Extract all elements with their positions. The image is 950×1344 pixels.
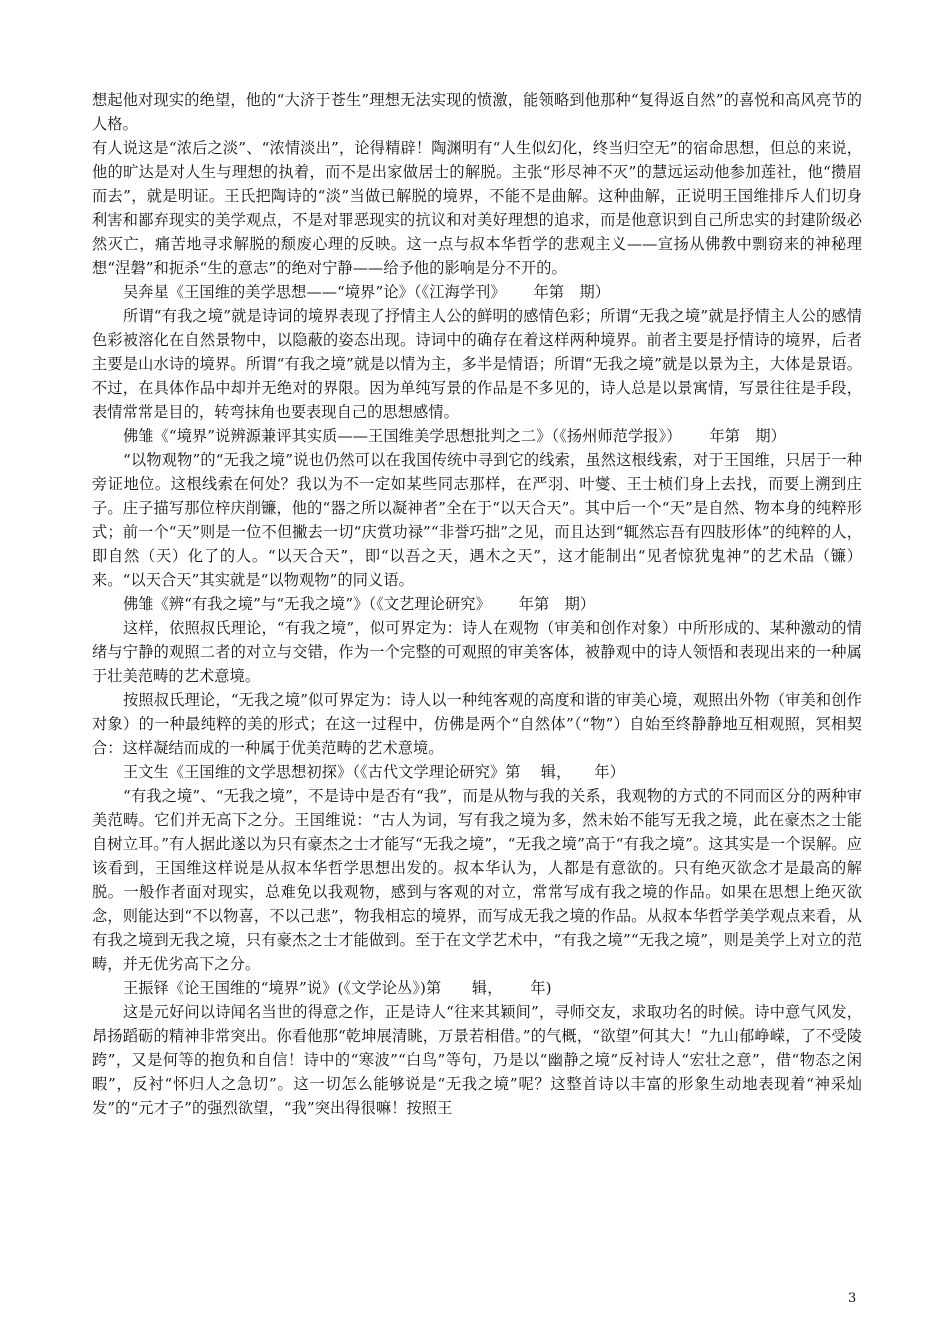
citation: 王文生《王国维的文学思想初探》（《古代文学理论研究》第 辑， 年）: [123, 763, 625, 781]
citation: 佛雏《辨“有我之境”与“无我之境”》（《文艺理论研究》 年第 期）: [123, 595, 596, 613]
paragraph: 有人说这是“浓后之淡”、“浓情淡出”，论得精辟！陶渊明有“人生似幻化，终当归空无”的宿命思想，但总的来说，他的旷达是对人生与理想的执着，而不是出家做居士的解脱。主张“形尽神不灭”的慧远运动他参加莲社，他“攒眉而去”，就是明证。王氏把陶诗的“淡”当做已解脱的境界，不能不是曲解。这种曲解，正说明王国维排斥人们切身利害和鄙弃现实的美学观点，不是对罪恶现实的抗议和对美好理想的追求，而是他意识到自己所忠实的封建阶级必然灭亡，痛苦地寻求解脱的颓废心理的反映。这一点与叔本华哲学的悲观主义——宣扬从佛教中剽窃来的神秘理想“涅磐”和扼杀“生的意志”的绝对宁静——给予他的影响是分不开的。: [92, 139, 862, 277]
citation: 佛雏《“境界”说辨源兼评其实质——王国维美学思想批判之二》（《扬州师范学报》） 年第 期）: [123, 427, 786, 445]
paragraph: “有我之境”、“无我之境”，不是诗中是否有“我”，而是从物与我的关系，我观物的方式的不同而区分的两种审美范畴。它们并无高下之分。王国维说：“古人为词，写有我之境为多，然未始不能写无我之境，此在豪杰之士能自树立耳。”有人据此遂以为只有豪杰之士才能写“无我之境”，“无我之境”高于“有我之境”。这其实是一个误解。应该看到，王国维这样说是从叔本华哲学思想出发的。叔本华认为，人都是有意欲的。只有绝灭欲念才是最高的解脱。一般作者面对现实，总难免以我观物，感到与客观的对立，常常写成有我之境的作品。如果在思想上绝灭欲念，则能达到“不以物喜，不以己悲”，物我相忘的境界，而写成无我之境的作品。从叔本华哲学美学观点来看，从有我之境到无我之境，只有豪杰之士才能做到。至于在文学艺术中，“有我之境”“无我之境”，则是美学上对立的范畴，并无优劣高下之分。: [92, 787, 862, 973]
paragraph: 这是元好问以诗闻名当世的得意之作，正是诗人“往来其颖间”，寻师交友，求取功名的时候。诗中意气风发，昂扬蹈砺的精神非常突出。你看他那“乾坤展清眺，万景若相借。”的气概，“欲望”何其大！“九山郁峥嵘，了不受陵跨”，又是何等的抱负和自信！诗中的“寒波”“白鸟”等句，乃是以“幽静之境”反衬诗人“宏壮之意”，借“物态之闲暇”，反衬“怀归人之急切”。这一切怎么能够说是“无我之境”呢？这整首诗以丰富的形象生动地表现着“神采灿发”的“元才子”的强烈欲望，“我”突出得很嘛！按照王: [92, 1003, 862, 1117]
page-number: 3: [848, 1291, 857, 1306]
citation: 吴奔星《王国维的美学思想——“境界”论》（《江海学刊》 年第 期）: [123, 283, 611, 301]
paragraph: 按照叔氏理论，“无我之境”似可界定为：诗人以一种纯客观的高度和谐的审美心境，观照出外物（审美和创作对象）的一种最纯粹的美的形式；在这一过程中，仿佛是两个“自然体”（“物”）自始至终静静地互相观照，冥相契合：这样凝结而成的一种属于优美范畴的艺术意境。: [92, 691, 862, 757]
document-body: [92, 88, 862, 1120]
paragraph: 这样，依照叔氏理论，“有我之境”，似可界定为：诗人在观物（审美和创作对象）中所形成的、某种激动的情绪与宁静的观照二者的对立与交错，作为一个完整的可观照的审美客体，被静观中的诗人领悟和表现出来的一种属于壮美范畴的艺术意境。: [92, 619, 862, 685]
paragraph: 所谓“有我之境”就是诗词的境界表现了抒情主人公的鲜明的感情色彩；所谓“无我之境”就是抒情主人公的感情色彩被溶化在自然景物中，以隐蔽的姿态出现。诗词中的确存在着这样两种境界。前者主要是抒情诗的境界，后者主要是山水诗的境界。所谓“有我之境”就是以情为主，多半是情语；所谓“无我之境”就是以景为主，大体是景语。不过，在具体作品中却并无绝对的界限。因为单纯写景的作品是不多见的，诗人总是以景寓情，写景往往是手段，表情常常是目的，转弯抹角也要表现自己的思想感情。: [92, 307, 862, 421]
paragraph: “以物观物”的“无我之境”说也仍然可以在我国传统中寻到它的线索，虽然这根线索，对于王国维，只居于一种旁证地位。这根线索在何处？我以为不一定如某些同志那样，在严羽、叶燮、王士桢们身上去找，而要上溯到庄子。庄子描写那位梓庆削镰，他的“器之所以凝神者”全在于“以天合天”。其中后一个“天”是自然、物本身的纯粹形式；前一个“天”则是一位不但撇去一切“庆赏功禄”“非誉巧拙”之见，而且达到“辄然忘吾有四肢形体”的纯粹的人，即自然（天）化了的人。“以天合天”，即“以吾之天，遇木之天”，这才能制出“见者惊犹鬼神”的艺术品（镰）来。“以天合天”其实就是“以物观物”的同义语。: [92, 451, 862, 589]
paragraph: 想起他对现实的绝望，他的“大济于苍生”理想无法实现的愤激，能领略到他那种“复得返自然”的喜悦和高风亮节的人格。: [92, 91, 862, 133]
citation: 王振铎《论王国维的“境界”说》(《文学论丛》)第 辑， 年): [123, 979, 552, 997]
